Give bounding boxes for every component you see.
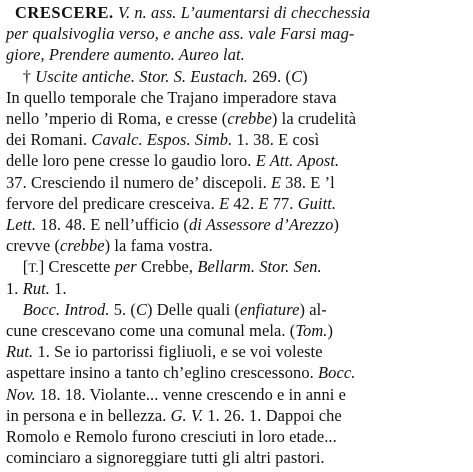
entry-line: † Uscite antiche. Stor. S. Eustach. 269. (C) xyxy=(6,66,308,86)
entry-line: in persona e in bellezza. G. V. 1. 26. 1. Dappoi che xyxy=(6,405,342,425)
entry-line: giore, Prendere aumento. Aureo lat. xyxy=(6,45,245,65)
entry-line: Romolo e Remolo furono cresciuti in loro etade... xyxy=(6,427,337,446)
entry-line: [T.] Crescette per Crebbe, Bellarm. Stor. Sen. xyxy=(6,257,322,277)
entry-line: per qualsivoglia verso, e anche ass. vale Farsi mag- xyxy=(6,24,355,44)
entry-line: Nov. 18. 18. Violante... venne crescendo e in anni e xyxy=(6,384,346,404)
entry-line: cominciaro a signoreggiare tutti gli altri pastori. xyxy=(6,448,325,468)
entry-line: fervore del predicare cresceiva. E 42. E 77. Guitt. xyxy=(6,193,337,213)
entry-line: aspettare insino a tanto ch’eglino crescessono. Bocc. xyxy=(6,363,356,383)
entry-line: cune crescevano come una comunal mela. (Tom.) xyxy=(6,321,334,340)
entry-line: 37. Cresciendo il numero de’ discepoli. E 38. E ’l xyxy=(6,172,335,192)
entry-line: Lett. 18. 48. E nell’ufficio (di Assessore d’Arezzo) xyxy=(6,215,339,234)
entry-line: 1. Rut. 1. xyxy=(6,278,67,298)
entry-line: CRESCERE. V. n. ass. L’aumentarsi di checchessia xyxy=(15,3,371,22)
entry-line: Bocc. Introd. 5. (C) Delle quali (enfiature) al- xyxy=(22,299,327,319)
entry-line: delle loro pene cresse lo gaudio loro. E Att. Apost. xyxy=(6,151,340,171)
entry-line: nello ’mperio di Roma, e cresse (crebbe) la crudelità xyxy=(6,109,357,128)
entry-line: In quello temporale che Trajano imperadore stava xyxy=(6,87,337,107)
entry-line: crevve (crebbe) la fama vostra. xyxy=(6,236,213,256)
entry-line: dei Romani. Cavalc. Espos. Simb. 1. 38. E così xyxy=(6,130,320,150)
entry-line: Rut. 1. Se io partorissi figliuoli, e se voi voleste xyxy=(6,342,323,362)
